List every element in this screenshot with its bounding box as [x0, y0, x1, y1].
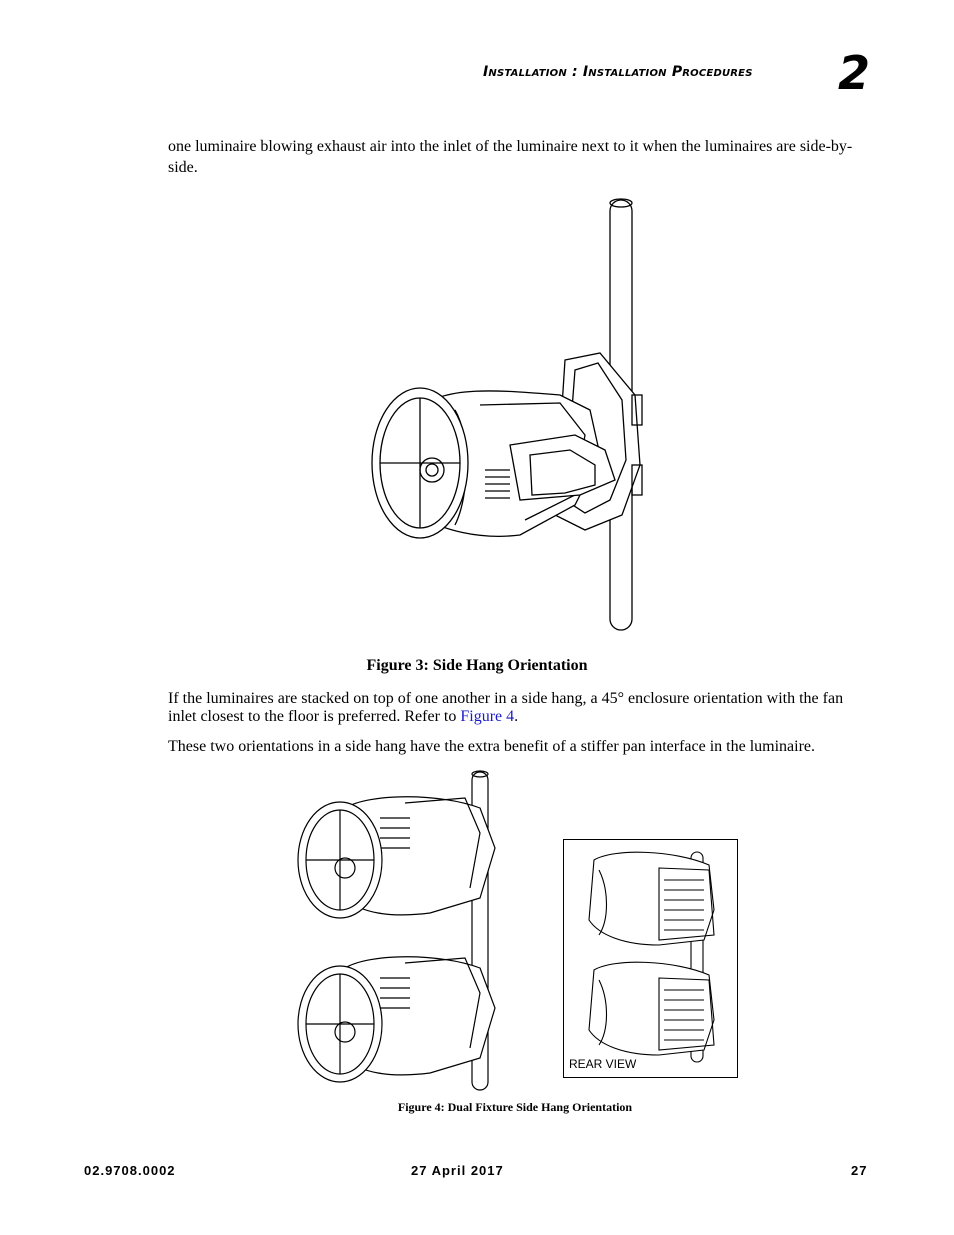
paragraph-2-end: .	[514, 708, 519, 725]
footer-doc-number: 02.9708.0002	[84, 1163, 176, 1178]
paragraph-2-text: If the luminaires are stacked on top of one another in a side hang, a 45° enclosure orientation with the fan inlet closest to the floor is preferred. Refer to	[168, 690, 844, 725]
rear-view-illustration	[564, 840, 737, 1077]
figure-4-link[interactable]: Figure 4	[460, 708, 515, 725]
figure-4-illustration	[290, 768, 510, 1093]
figure-3-illustration	[360, 195, 660, 635]
rear-view-inset	[563, 839, 738, 1078]
running-header: Installation : Installation Procedures	[483, 64, 753, 80]
rear-view-label: REAR VIEW	[569, 1057, 637, 1071]
footer-date: 27 April 2017	[411, 1163, 504, 1178]
paragraph-2	[168, 690, 873, 726]
footer-page-number: 27	[851, 1163, 868, 1178]
paragraph-1: one luminaire blowing exhaust air into the inlet of the luminaire next to it when the luminaires are side-by-side.	[168, 138, 853, 176]
paragraph-3: These two orientations in a side hang have the extra benefit of a stiffer pan interface in the luminaire.	[168, 738, 816, 755]
figure-4-caption: Figure 4: Dual Fixture Side Hang Orientation	[397, 1100, 633, 1114]
figure-3-caption: Figure 3: Side Hang Orientation	[366, 657, 588, 674]
chapter-number: 2	[838, 46, 871, 100]
